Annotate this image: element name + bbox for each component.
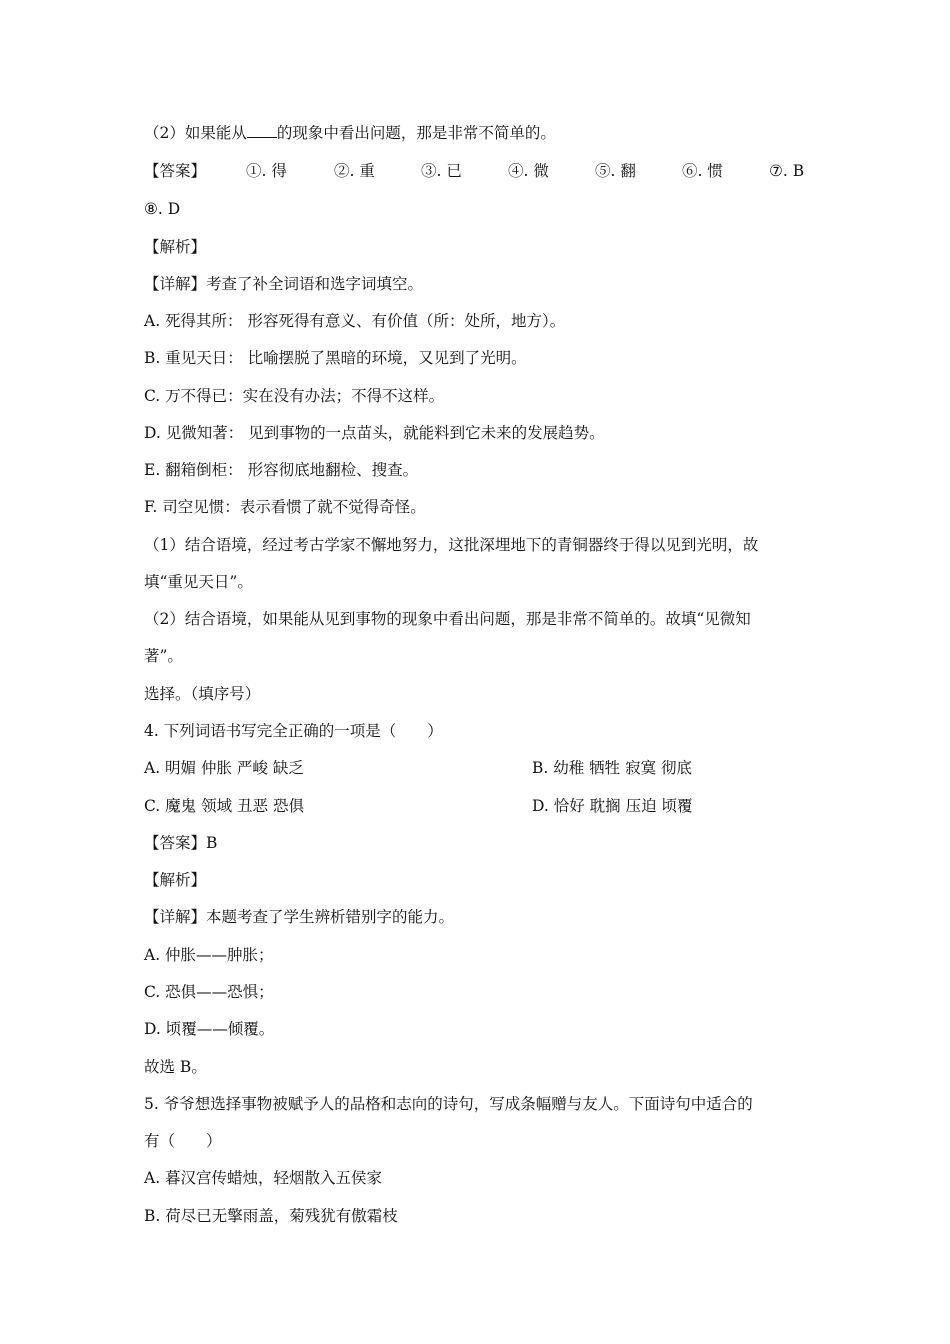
fill-blank: [247, 123, 277, 138]
q4-analysis-label: 【解析】: [144, 871, 207, 889]
explain1-line1: （1）结合语境，经过考古学家不懈地努力，这批深埋地下的青铜器终于得以见到光明，故: [144, 536, 759, 554]
answer3-item-7: ⑦. B: [769, 162, 805, 180]
definition-b: B. 重见天日： 比喻摆脱了黑暗的环境，又见到了光明。: [144, 349, 527, 367]
answer3-label: 【答案】: [144, 162, 207, 180]
q5-option-b: B. 荷尽已无擎雨盖，菊残犹有傲霜枝: [144, 1207, 398, 1225]
q4-options-row1: [144, 757, 810, 779]
q4-option-b: B. 幼稚 牺牲 寂寞 彻底: [532, 759, 693, 777]
q4-fix-c: C. 恐俱——恐惧；: [144, 983, 274, 1001]
q4-options-row2: [144, 795, 810, 817]
definition-a: A. 死得其所： 形容死得有意义、有价值（所：处所，地方）。: [144, 312, 566, 330]
analysis3-label: 【解析】: [144, 238, 207, 256]
q5-stem-line1: 5. 爷爷想选择事物被赋予人的品格和志向的诗句，写成条幅赠与友人。下面诗句中适合的: [144, 1095, 753, 1113]
q4-stem: 4. 下列词语书写完全正确的一项是（ ）: [144, 722, 443, 740]
answer3-item-5: ⑤. 翻: [595, 162, 636, 180]
definition-d: D. 见微知著： 见到事物的一点苗头，就能料到它未来的发展趋势。: [144, 424, 605, 442]
answer3-item-6: ⑥. 惯: [682, 162, 723, 180]
q4-fix-a: A. 仲胀——肿胀；: [144, 946, 274, 964]
q5-stem-line2: 有（ ）: [144, 1132, 222, 1150]
q4-choose: 故选 B。: [144, 1058, 207, 1076]
definition-f: F. 司空见惯：表示看惯了就不觉得奇怪。: [144, 498, 426, 516]
definition-c: C. 万不得已：实在没有办法；不得不这样。: [144, 387, 445, 405]
q3-sub2-line: [144, 122, 810, 144]
q4-answer: 【答案】B: [144, 834, 218, 852]
answer3-item-3: ③. 已: [421, 162, 462, 180]
answer3-item-8: ⑧. D: [144, 200, 181, 218]
answer3-item-2: ②. 重: [334, 162, 375, 180]
q4-detail: 【详解】本题考查了学生辨析错别字的能力。: [144, 908, 455, 926]
q5-option-a: A. 暮汉宫传蜡烛，轻烟散入五侯家: [144, 1169, 383, 1187]
explain2-line1: （2）结合语境，如果能从见到事物的现象中看出问题，那是非常不简单的。故填“见微知: [144, 610, 751, 628]
q3-sub2-suffix: 的现象中看出问题，那是非常不简单的。: [276, 124, 556, 142]
answer3-item-1: ①. 得: [246, 162, 287, 180]
q4-option-c: C. 魔鬼 领域 丑恶 恐俱: [144, 797, 304, 815]
answer3-row: [144, 160, 814, 182]
explain1-line2: 填“重见天日”。: [144, 573, 253, 591]
q3-sub2-prefix: （2）如果能从: [144, 124, 247, 142]
q4-fix-d: D. 顷覆——倾覆。: [144, 1020, 275, 1038]
definition-e: E. 翻箱倒柜： 形容彻底地翻检、搜查。: [144, 461, 419, 479]
select-note: 选择。（填序号）: [144, 685, 261, 703]
answer3-item-4: ④. 微: [508, 162, 549, 180]
explain2-line2: 著”。: [144, 647, 183, 665]
detail3: 【详解】考查了补全词语和选字词填空。: [144, 275, 424, 293]
q4-option-a: A. 明媚 仲胀 严峻 缺乏: [144, 759, 304, 777]
q4-option-d: D. 恰好 耽搁 压迫 顷覆: [532, 797, 693, 815]
